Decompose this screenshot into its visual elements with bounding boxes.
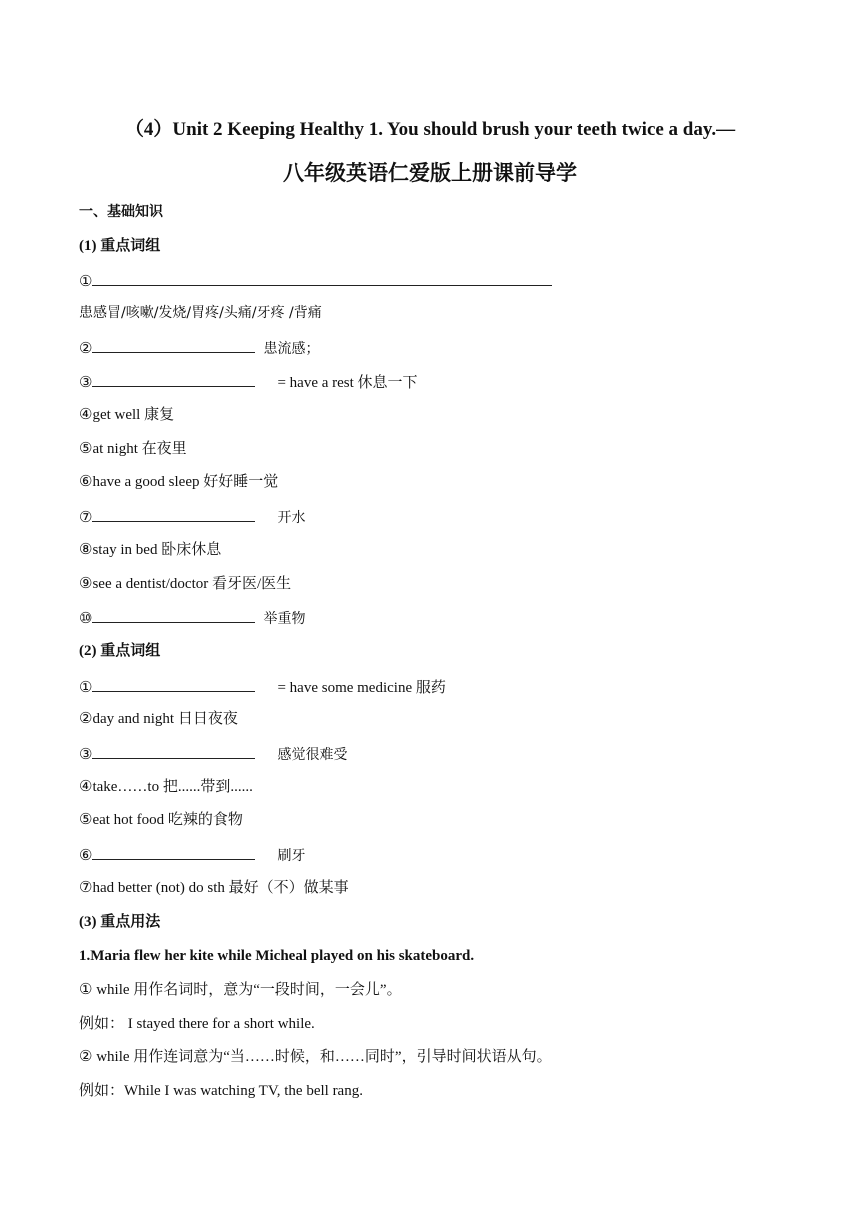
list-item: ③ = have a rest 休息一下	[79, 371, 418, 393]
list-item: ⑥ 刷牙	[79, 844, 305, 866]
fill-blank[interactable]	[92, 607, 255, 623]
fill-blank[interactable]	[92, 371, 255, 387]
usage-note: ① while 用作名词时，意为“一段时间，一会儿”。	[79, 982, 402, 998]
key-sentence: 1.Maria flew her kite while Micheal played on his skateboard.	[79, 948, 475, 964]
fill-blank[interactable]	[92, 743, 255, 759]
list-item: ②day and night 日日夜夜	[79, 711, 238, 727]
usage-note: ② while 用作连词意为“当……时候，和……同时”，引导时间状语从句。	[79, 1049, 552, 1065]
example-sentence: 例如：While I was watching TV, the bell rang.	[79, 1083, 363, 1099]
part1-heading: (1) 重点词组	[79, 238, 161, 254]
example-sentence: 例如： I stayed there for a short while.	[79, 1016, 315, 1032]
fill-blank[interactable]	[92, 844, 255, 860]
list-item: ⑩ 举重物	[79, 607, 305, 629]
list-item: ⑦ 开水	[79, 506, 305, 528]
list-item: ④get well 康复	[79, 407, 175, 423]
list-item: ③ 感觉很难受	[79, 743, 347, 765]
list-item: ① = have some medicine 服药	[79, 676, 446, 698]
fill-blank[interactable]	[92, 270, 552, 286]
section-heading: 一、基础知识	[79, 204, 163, 220]
list-item: ⑧stay in bed 卧床休息	[79, 542, 222, 558]
list-item: ⑦had better (not) do sth 最好（不）做某事	[79, 880, 349, 896]
list-item: ④take……to 把......带到......	[79, 779, 253, 795]
document-title: （4）Unit 2 Keeping Healthy 1. You should brush your teeth twice a day.—	[124, 119, 736, 140]
document-subtitle: 八年级英语仁爱版上册课前导学	[283, 161, 577, 185]
fill-blank[interactable]	[92, 506, 255, 522]
list-item: ⑨see a dentist/doctor 看牙医/医生	[79, 576, 292, 592]
list-item: ⑤eat hot food 吃辣的食物	[79, 812, 243, 828]
list-item: ⑤at night 在夜里	[79, 441, 187, 457]
part2-heading: (2) 重点词组	[79, 643, 161, 659]
part3-heading: (3) 重点用法	[79, 914, 161, 930]
list-item: 患感冒/咳嗽/发烧/胃疼/头痛/牙疼 /背痛	[79, 305, 322, 321]
fill-blank[interactable]	[92, 337, 255, 353]
list-item: ⑥have a good sleep 好好睡一觉	[79, 474, 279, 490]
list-item: ①	[79, 270, 560, 292]
fill-blank[interactable]	[92, 676, 255, 692]
list-item: ② 患流感；	[79, 337, 319, 359]
